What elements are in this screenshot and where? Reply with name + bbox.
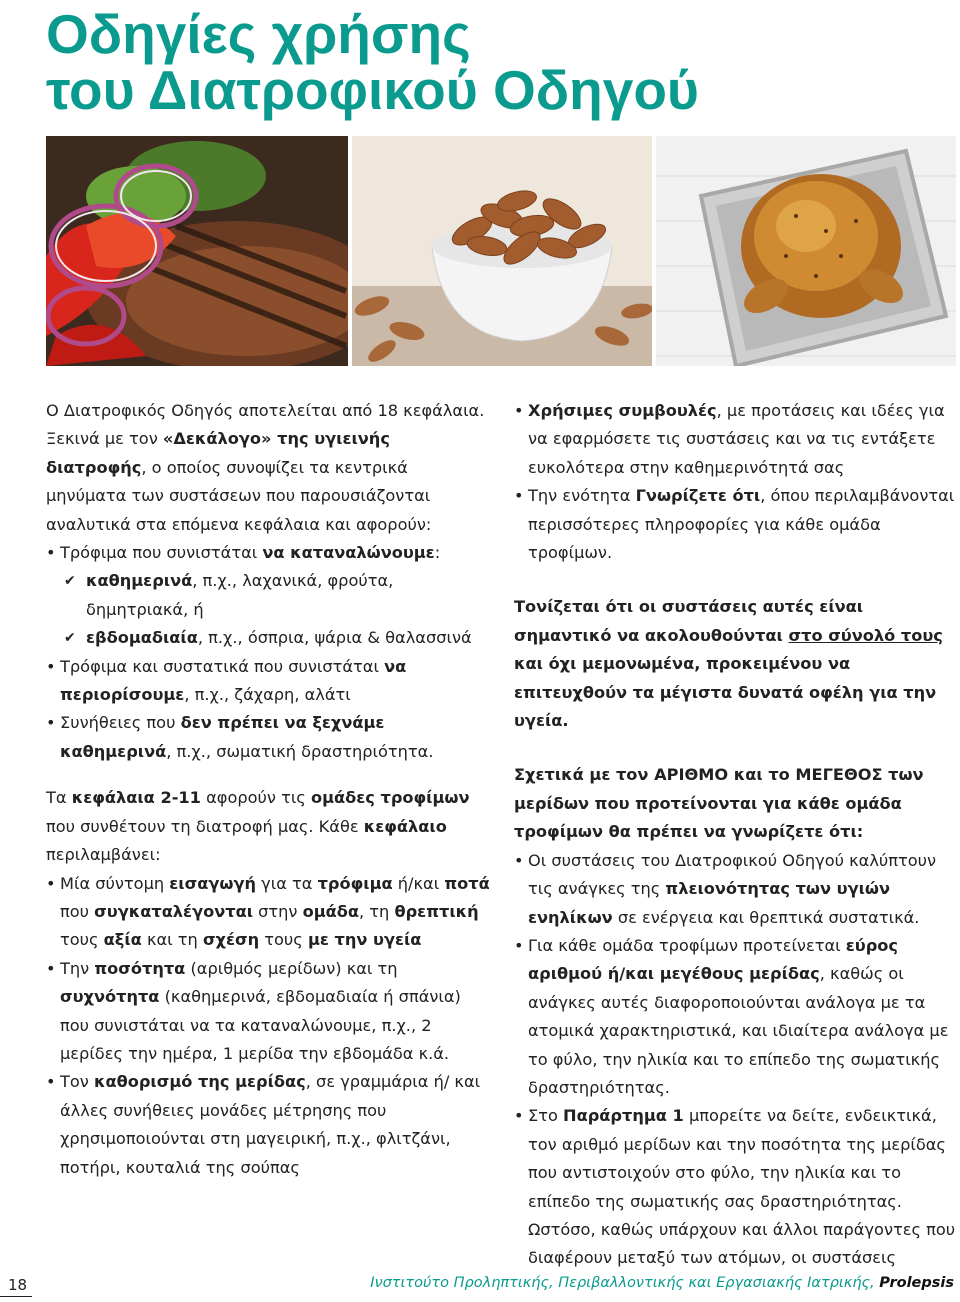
page-number-rule: [0, 1296, 32, 1297]
footer: [370, 1275, 954, 1291]
title-line-1: Οδηγίες χρήσης: [46, 3, 471, 65]
chicken-photo: [656, 136, 956, 366]
list-item: • Τρόφιμα που συνιστάται να καταναλώνουμε:: [46, 539, 490, 567]
footer-brand: Prolepsis: [879, 1275, 954, 1291]
checkmark-icon: ✔: [64, 573, 76, 590]
list-item: • Την ποσότητα (αριθμός μερίδων) και τη συχνότητα (καθημερινά, εβδομαδιαία ή σπάνια) που συνιστάται να τα καταναλώνουμε, π.χ., 2 μερίδες την ημέρα, 1 μερίδα την εβδομάδα κ.ά.: [46, 955, 490, 1069]
page-number: 18: [8, 1276, 28, 1294]
almonds-photo: [352, 136, 652, 366]
intro-paragraph: Ο Διατροφικός Οδηγός αποτελείται από 18 κεφάλαια. Ξεκινά με τον «Δεκάλογο» της υγιεινής διατροφής, ο οποίος συνοψίζει τα κεντρικά μηνύματα των συστάσεων που παρουσιάζονται αναλυτικά στα επόμενα κεφάλαια και αφορούν:: [46, 401, 485, 534]
list-item: • Για κάθε ομάδα τροφίμων προτείνεται εύρος αριθμού ή/και μεγέθους μερίδας, καθώς οι ανάγκες αυτές διαφοροποιούνται ανάλογα με τα ατομικά χαρακτηριστικά, και ιδιαίτερα ανάλογα με το φύλο, την ηλικία και το επίπεδο της σωματικής δραστηριότητας.: [514, 932, 958, 1102]
steak-photo: [46, 136, 348, 366]
section-heading: Σχετικά με τον ΑΡΙΘΜΟ και το ΜΕΓΕΘΟΣ των μερίδων που προτείνονται για κάθε ομάδα τροφίμων θα πρέπει να γνωρίζετε ότι:: [514, 765, 924, 842]
steak-image: [46, 136, 348, 366]
checklist-item: ✔ καθημερινά, π.χ., λαχανικά, φρούτα, δημητριακά, ή: [46, 567, 490, 624]
list-item: • Τρόφιμα και συστατικά που συνιστάται να περιορίσουμε, π.χ., ζάχαρη, αλάτι: [46, 653, 490, 710]
emphasis-paragraph: Τονίζεται ότι οι συστάσεις αυτές είναι σημαντικό να ακολουθούνται στο σύνολό τους και όχι μεμονωμένα, προκειμένου να επιτευχθούν τα μέγιστα δυνατά οφέλη για την υγεία.: [514, 597, 943, 731]
list-item: • Την ενότητα Γνωρίζετε ότι, όπου περιλαμβάνονται περισσότερες πληροφορίες για κάθε ομάδα τροφίμων.: [514, 482, 958, 567]
page-title: [46, 3, 699, 121]
list-item: • Μία σύντομη εισαγωγή για τα τρόφιμα ή/και ποτά που συγκαταλέγονται στην ομάδα, τη θρεπτική τους αξία και τη σχέση τους με την υγεία: [46, 870, 490, 955]
list-item: • Χρήσιμες συμβουλές, με προτάσεις και ιδέες για να εφαρμόσετε τις συστάσεις και να τις εντάξετε ευκολότερα στην καθημερινότητά σας: [514, 397, 958, 482]
title-line-2: του Διατροφικού Οδηγού: [46, 59, 699, 121]
almonds-image: [352, 136, 652, 366]
footer-institute: Ινστιτούτο Προληπτικής, Περιβαλλοντικής και Εργασιακής Ιατρικής,: [370, 1275, 875, 1291]
left-column: [46, 397, 490, 1182]
checklist-item: ✔ εβδομαδιαία, π.χ., όσπρια, ψάρια & θαλασσινά: [46, 624, 490, 652]
list-item: • Τον καθορισμό της μερίδας, σε γραμμάρια ή/ και άλλες συνήθειες μονάδες μέτρησης που χρησιμοποιούνται στη μαγειρική, π.χ., φλιτζάνι, ποτήρι, κουταλιά της σούπας: [46, 1068, 490, 1182]
right-column: [514, 397, 958, 1273]
list-item: • Συνήθειες που δεν πρέπει να ξεχνάμε καθημερινά, π.χ., σωματική δραστηριότητα.: [46, 709, 490, 766]
chapters-paragraph: Τα κεφάλαια 2-11 αφορούν τις ομάδες τροφίμων που συνθέτουν τη διατροφή μας. Κάθε κεφάλαιο περιλαμβάνει:: [46, 788, 470, 865]
list-item: • Οι συστάσεις του Διατροφικού Οδηγού καλύπτουν τις ανάγκες της πλειονότητας των υγιών ενηλίκων σε ενέργεια και θρεπτικά συστατικά.: [514, 847, 958, 932]
chicken-image: [656, 136, 956, 366]
checkmark-icon: ✔: [64, 630, 76, 647]
list-item: • Στο Παράρτημα 1 μπορείτε να δείτε, ενδεικτικά, τον αριθμό μερίδων και την ποσότητα της μερίδας που αντιστοιχούν στο φύλο, την ηλικία και το επίπεδο της σωματικής σας δραστηριότητας. Ωστόσο, καθώς υπάρχουν και άλλοι παράγοντες που διαφέρουν μεταξύ των ατόμων, οι συστάσεις: [514, 1102, 958, 1272]
